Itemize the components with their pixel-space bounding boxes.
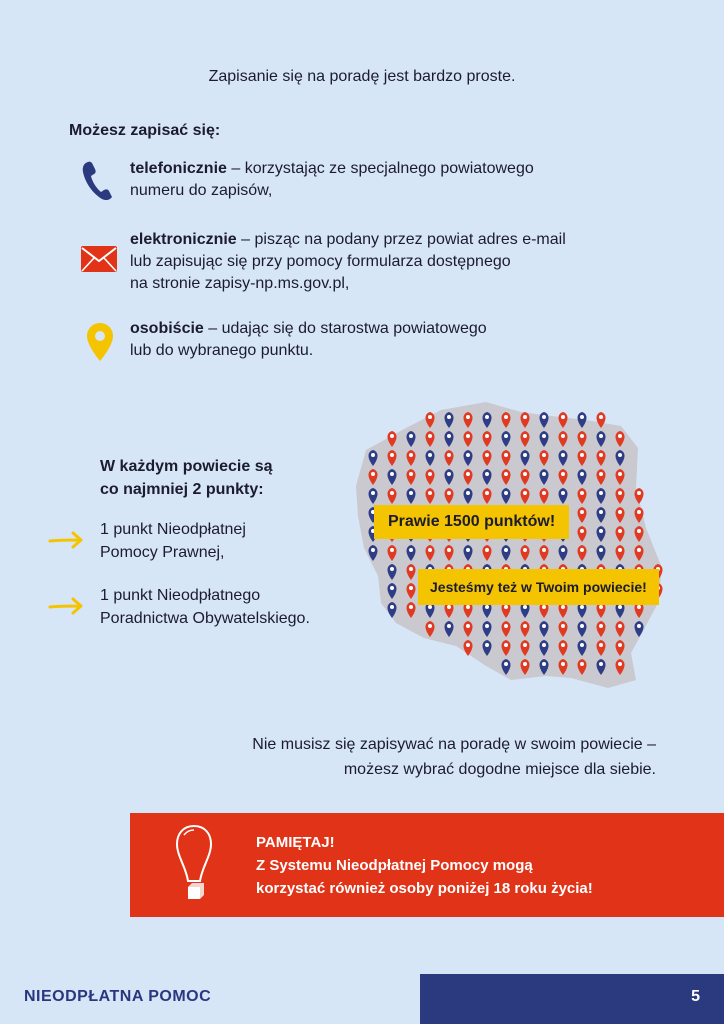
map-pin-dot [561,548,565,552]
map-pin-dot [504,624,508,628]
map-pin-dot [428,624,432,628]
points-count-banner: Prawie 1500 punktów! [374,505,569,539]
map-pin-dot [447,415,451,419]
map-pin-dot [504,434,508,438]
poland-map [346,398,666,703]
map-pin-dot [599,548,603,552]
map-pin-dot [618,434,622,438]
map-pin-dot [618,605,622,609]
method-in-person [130,318,590,362]
map-pin-dot [409,472,413,476]
map-pin-dot [542,415,546,419]
map-pin-dot [428,548,432,552]
map-pin-dot [618,643,622,647]
map-pin-dot [504,643,508,647]
map-pin-dot [580,529,584,533]
map-pin-dot [599,662,603,666]
map-pin-dot [504,605,508,609]
map-pin-dot [523,548,527,552]
method-phone-label: telefonicznie [130,160,227,177]
method-in-person-label: osobiście [130,320,204,337]
map-pin-dot [466,472,470,476]
exclamation-bulb-icon [174,823,214,912]
point-legal-aid [100,518,246,564]
map-pin-dot [523,624,527,628]
map-pin-dot [485,548,489,552]
map-pin-dot [428,605,432,609]
map-pin-dot [428,491,432,495]
map-pin-dot [561,605,565,609]
footer-brand: NIEODPŁATNA POMOC [24,988,212,1005]
method-email-desc: – pisząc na podany przez powiat adres e-mail [236,231,566,248]
map-pin-dot [485,605,489,609]
points-title-line-1: W każdym powiecie są [100,458,273,475]
method-email [130,229,590,295]
location-pin-icon [86,322,114,367]
map-pin-dot [390,491,394,495]
map-pin-dot [542,662,546,666]
map-pin-dot [599,472,603,476]
map-pin-dot [599,453,603,457]
signup-methods-title: Możesz zapisać się: [69,122,221,139]
map-pin-dot [618,624,622,628]
map-pin-dot [390,605,394,609]
map-pin-dot [409,434,413,438]
district-note-line-2: możesz wybrać dogodne miejsce dla siebie. [343,761,656,778]
map-pin-dot [580,643,584,647]
map-pin-dot [371,453,375,457]
map-pin-dot [428,434,432,438]
map-pin-dot [637,605,641,609]
map-pin-dot [428,453,432,457]
map-pin-dot [523,491,527,495]
map-pin-dot [561,624,565,628]
map-pin-dot [447,605,451,609]
map-pin-dot [618,510,622,514]
map-pin-dot [542,491,546,495]
map-pin-dot [523,453,527,457]
map-pin-dot [485,415,489,419]
map-pin-dot [485,624,489,628]
map-pin-dot [466,434,470,438]
map-pin-dot [409,586,413,590]
map-pin-dot [580,624,584,628]
map-pin-dot [409,548,413,552]
map-pin-dot [371,548,375,552]
map-pin-dot [523,415,527,419]
map-pin-dot [580,548,584,552]
map-pin-dot [618,662,622,666]
map-pin-dot [523,605,527,609]
map-pin-dot [371,472,375,476]
map-pin-dot [390,567,394,571]
map-pin-dot [371,491,375,495]
map-pin-dot [580,453,584,457]
map-pin-dot [561,434,565,438]
map-pin-dot [599,434,603,438]
map-pin-dot [580,605,584,609]
map-pin-dot [542,643,546,647]
map-pin-dot [485,491,489,495]
map-pin-dot [580,510,584,514]
method-phone-desc: – korzystając ze specjalnego powiatowego [226,160,534,177]
map-pin-dot [561,415,565,419]
footer-bar [420,974,724,1024]
map-pin-dot [466,624,470,628]
map-pin-dot [390,453,394,457]
map-pin-dot [504,548,508,552]
method-email-label: elektronicznie [130,231,237,248]
map-pin-dot [466,415,470,419]
map-pin-dot [580,415,584,419]
map-pin-dot [542,605,546,609]
reminder-box [130,813,724,917]
map-pin-dot [485,434,489,438]
map-pin-dot [504,491,508,495]
map-pin-dot [599,643,603,647]
district-note [252,732,656,782]
map-pin-dot [447,472,451,476]
phone-icon [80,160,114,207]
map-pin-dot [542,472,546,476]
map-pin-dot [599,510,603,514]
map-pin-dot [580,662,584,666]
map-pin-dot [637,491,641,495]
point-legal-aid-line-1: 1 punkt Nieodpłatnej [100,521,246,538]
map-pin-dot [599,624,603,628]
reminder-title: PAMIĘTAJ! [256,834,335,851]
map-pin-dot [599,529,603,533]
map-pin-dot [409,605,413,609]
point-civic-advice-line-1: 1 punkt Nieodpłatnego [100,587,261,604]
reminder-line-1: Z Systemu Nieodpłatnej Pomocy mogą [256,857,533,874]
method-in-person-desc-2: lub do wybranego punktu. [130,342,314,359]
map-pin-dot [504,415,508,419]
map-pin-dot [466,548,470,552]
method-phone-desc-2: numeru do zapisów, [130,182,273,199]
map-pin-dot [390,434,394,438]
method-phone [130,158,590,202]
map-pin-dot [561,472,565,476]
map-pin-dot [409,491,413,495]
map-pin-dot [561,643,565,647]
point-legal-aid-line-2: Pomocy Prawnej, [100,544,225,561]
map-pin-dot [504,453,508,457]
map-pin-dot [447,548,451,552]
map-pin-dot [523,434,527,438]
method-in-person-desc: – udając się do starostwa powiatowego [203,320,487,337]
map-pin-dot [428,415,432,419]
points-title [100,455,273,501]
map-pin-dot [523,472,527,476]
points-title-line-2: co najmniej 2 punkty: [100,481,264,498]
map-pin-dot [523,643,527,647]
map-pin-dot [390,548,394,552]
map-pin-dot [466,453,470,457]
map-pin-dot [542,434,546,438]
map-pin-dot [561,662,565,666]
map-pin-dot [466,605,470,609]
map-pin-dot [618,453,622,457]
reminder-line-2: korzystać również osoby poniżej 18 roku życia! [256,880,593,897]
point-civic-advice-line-2: Poradnictwa Obywatelskiego. [100,610,310,627]
page-number: 5 [691,988,700,1005]
map-pin-dot [599,415,603,419]
intro-text: Zapisanie się na poradę jest bardzo proste. [208,68,516,85]
map-pin-dot [466,643,470,647]
map-pin-dot [599,491,603,495]
map-pin-dot [390,586,394,590]
map-pin-dot [561,491,565,495]
reminder-text [256,831,593,900]
map-pin-dot [580,491,584,495]
arrow-right-icon [48,597,84,620]
map-pin-dot [504,662,508,666]
map-pin-dot [447,434,451,438]
method-email-desc-3: na stronie zapisy-np.ms.gov.pl, [130,275,350,292]
map-pin-dot [466,491,470,495]
map-pin-dot [447,491,451,495]
map-pin-dot [599,605,603,609]
map-pin-dot [580,434,584,438]
arrow-right-icon [48,531,84,554]
map-pin-dot [485,453,489,457]
map-pin-dot [447,453,451,457]
map-pin-dot [618,529,622,533]
map-pin-dot [542,453,546,457]
point-civic-advice [100,584,310,630]
map-pin-dot [618,548,622,552]
map-pin-dot [428,472,432,476]
envelope-icon [80,245,118,278]
method-email-desc-2: lub zapisując się przy pomocy formularza dostępnego [130,253,511,270]
map-pin-dot [504,472,508,476]
map-pin-dot [637,624,641,628]
map-pin-dot [447,624,451,628]
map-pin-dot [637,548,641,552]
map-pin-dot [409,453,413,457]
map-pin-dot [580,472,584,476]
map-pin-dot [618,491,622,495]
your-district-banner: Jesteśmy też w Twoim powiecie! [418,569,659,605]
map-pin-dot [485,472,489,476]
map-pin-dot [561,453,565,457]
district-note-line-1: Nie musisz się zapisywać na poradę w swoim powiecie – [252,736,656,753]
map-pin-dot [409,567,413,571]
map-pin-dot [485,643,489,647]
map-pin-dot [637,529,641,533]
map-pin-dot [637,510,641,514]
map-pin-dot [542,624,546,628]
map-pin-dot [618,472,622,476]
map-pin-dot [523,662,527,666]
map-pin-dot [542,548,546,552]
map-pin-dot [390,472,394,476]
